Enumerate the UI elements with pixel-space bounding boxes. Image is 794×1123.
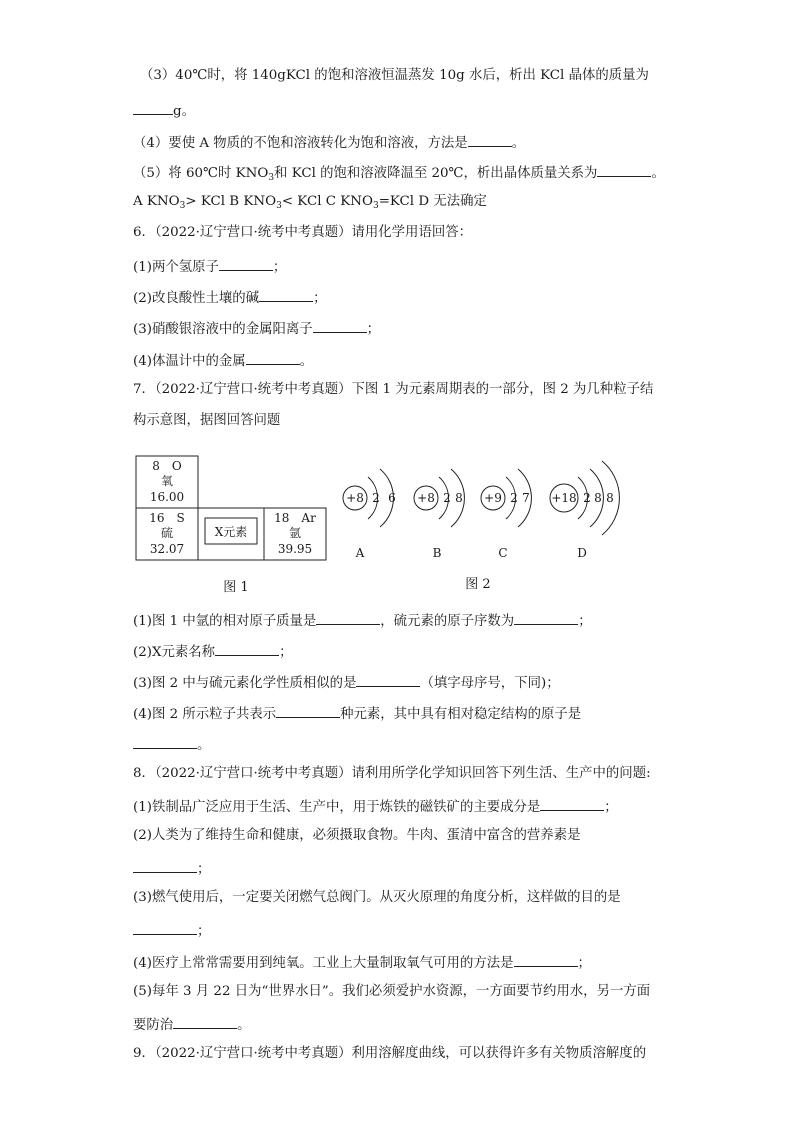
answer-blank[interactable] (133, 920, 197, 935)
answer-blank[interactable] (356, 672, 420, 687)
answer-blank[interactable] (468, 132, 512, 147)
answer-blank[interactable] (133, 734, 197, 749)
q7-stem-cont: 构示意图，据图回答问题 (133, 413, 281, 428)
q8-stem: 8．（2022·辽宁营口·统考中考真题）请利用所学化学知识回答下列生活、生产中的问题: (133, 766, 651, 781)
nucleus-charge-d: +18 (551, 491, 577, 505)
nucleus-charge-b: +8 (417, 491, 435, 505)
electron-count: 8 (594, 491, 602, 505)
answer-blank[interactable] (316, 610, 380, 625)
q6-item-3: (3)硝酸银溶液中的金属阳离子 ； (133, 318, 380, 339)
x-element-label: X元素 (214, 525, 248, 539)
answer-blank[interactable] (313, 318, 367, 333)
electron-count: 8 (455, 491, 463, 505)
q7-stem: 7．（2022·辽宁营口·统考中考真题）下图 1 为元素周期表的一部分，图 2 为几种粒子结 (133, 382, 654, 397)
q8-sub-5-cont: 要防治 。 (133, 1014, 251, 1035)
sulfur-number: 16 S (149, 511, 185, 525)
argon-name: 氩 (288, 526, 302, 540)
particle-label-d: D (577, 546, 587, 560)
nucleus-charge-c: +9 (484, 491, 502, 505)
q8-sub-4: (4)医疗上常常需要用到纯氧。工业上大量制取氧气可用的方法是 ； (133, 952, 591, 973)
sulfur-mass: 32.07 (149, 542, 185, 556)
answer-blank[interactable] (259, 287, 313, 302)
electron-count: 7 (522, 491, 530, 505)
q8-sub-5: (5)每年 3 月 22 日为“世界水日”。我们必须爱护水资源，一方面要节约用水，另一方面 (133, 984, 651, 999)
q9-stem: 9．（2022·辽宁营口·统考中考真题）利用溶解度曲线，可以获得许多有关物质溶解度的 (133, 1046, 647, 1061)
q6-item-4: (4)体温计中的金属 。 (133, 350, 313, 371)
answer-blank[interactable] (133, 858, 197, 873)
q5-part5: （5）将 60℃时 $KNO_3$和 KCl 的饱和溶液降温至 20℃，析出晶体质量关系为 。 (133, 162, 665, 183)
oxygen-name: 氧 (160, 474, 174, 488)
q7-sub-4: (4)图 2 所示粒子共表示 种元素，其中具有相对稳定结构的原子是 (133, 703, 581, 724)
particle-label-a: A (355, 546, 365, 560)
q7-sub-4-end: 。 (133, 734, 210, 755)
answer-blank[interactable] (514, 610, 578, 625)
q6-item-1: (1)两个氢原子 ； (133, 256, 286, 277)
electron-count: 2 (372, 491, 380, 505)
q8-sub-3-end: ； (133, 920, 210, 941)
answer-blank[interactable] (540, 796, 604, 811)
q8-sub-3: (3)燃气使用后，一定要关闭燃气总阀门。从灭火原理的角度分析，这样做的目的是 (133, 890, 621, 905)
q6-stem: 6．（2022·辽宁营口·统考中考真题）请用化学用语回答： (133, 225, 473, 240)
argon-number: 18 Ar (274, 511, 316, 525)
q6-item-2: (2)改良酸性土壤的碱 ； (133, 287, 326, 308)
q7-sub-1: (1)图 1 中氩的相对原子质量是 ，硫元素的原子序数为 ； (133, 610, 592, 631)
argon-mass: 39.95 (277, 542, 313, 556)
particle-label-b: B (432, 546, 442, 560)
q7-sub-2: (2)X元素名称 ； (133, 641, 292, 662)
q8-sub-2-end: ； (133, 858, 210, 879)
sulfur-name: 硫 (160, 526, 174, 540)
electron-count: 6 (388, 491, 396, 505)
electron-count: 8 (606, 491, 614, 505)
q5-part3: （3）40℃时，将 140gKCl 的饱和溶液恒温蒸发 10g 水后，析出 KCl 晶体的质量为 (140, 68, 649, 83)
answer-blank[interactable] (173, 1014, 237, 1029)
answer-blank[interactable] (597, 162, 651, 177)
answer-blank[interactable] (133, 100, 173, 115)
electron-count: 2 (510, 491, 518, 505)
answer-blank[interactable] (514, 952, 578, 967)
q5-part4: （4）要使 A 物质的不饱和溶液转化为饱和溶液，方法是 。 (133, 132, 525, 153)
answer-blank[interactable] (215, 641, 279, 656)
answer-blank[interactable] (276, 703, 340, 718)
q7-figure (130, 446, 630, 596)
figure-2-caption: 图 2 (465, 577, 491, 592)
q7-sub-3: (3)图 2 中与硫元素化学性质相似的是 （填字母序号，下同)； (133, 672, 560, 693)
q5-part3-end: g。 (133, 100, 195, 121)
q5-options: A $KNO_3>$ KCl B $KNO_3<$ KCl C $KNO_3=KCl$ D 无法确定 (133, 194, 487, 211)
figure-1-caption: 图 1 (223, 580, 249, 595)
nucleus-charge-a: +8 (346, 491, 364, 505)
oxygen-mass: 16.00 (149, 490, 185, 504)
answer-blank[interactable] (246, 350, 300, 365)
electron-count: 2 (443, 491, 451, 505)
particle-label-c: C (498, 546, 508, 560)
oxygen-number: 8 O (152, 459, 182, 473)
q8-sub-1: (1)铁制品广泛应用于生活、生产中，用于炼铁的磁铁矿的主要成分是 ； (133, 796, 618, 817)
answer-blank[interactable] (219, 256, 273, 271)
electron-count: 2 (583, 491, 591, 505)
q8-sub-2: (2)人类为了维持生命和健康，必须摄取食物。牛肉、蛋清中富含的营养素是 (133, 828, 581, 843)
